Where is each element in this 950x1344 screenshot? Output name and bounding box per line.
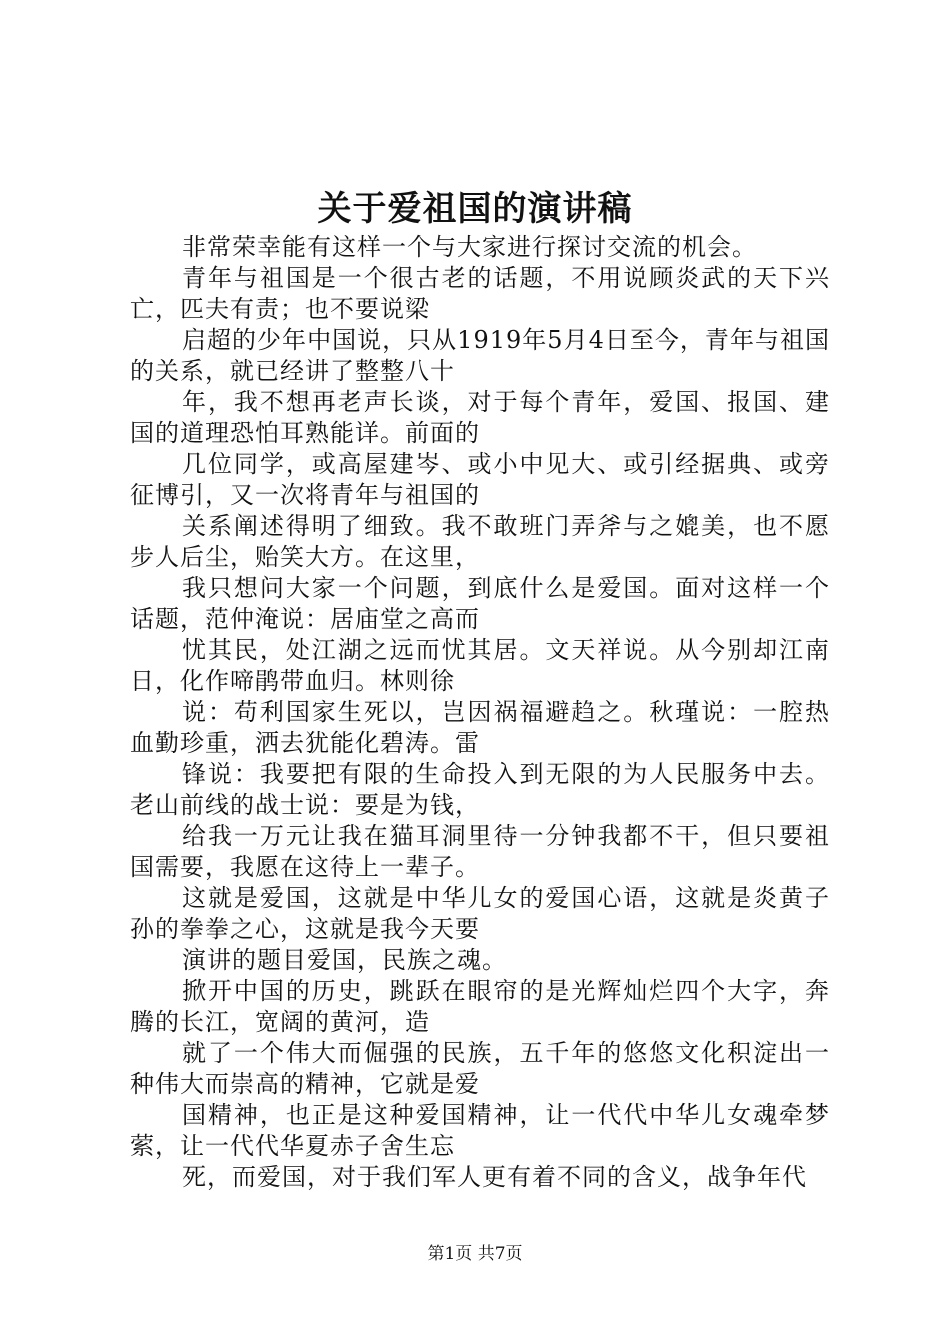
paragraph: 国精神，也正是这种爱国精神，让一代代中华儿女魂牵梦萦，让一代代华夏赤子舍生忘 bbox=[130, 1101, 830, 1160]
paragraph: 演讲的题目爱国，民族之魂。 bbox=[182, 946, 507, 974]
paragraph: 关系阐述得明了细致。我不敢班门弄斧与之媲美，也不愿步人后尘，贻笑大方。在这里， bbox=[130, 512, 830, 571]
paragraph: 非常荣幸能有这样一个与大家进行探讨交流的机会。 bbox=[182, 233, 757, 261]
paragraph: 启超的少年中国说，只从1919年5月4日至今，青年与祖国的关系，就已经讲了整整八十 bbox=[130, 326, 830, 385]
paragraph: 青年与祖国是一个很古老的话题，不用说顾炎武的天下兴亡，匹夫有责；也不要说梁 bbox=[130, 264, 830, 323]
paragraph: 掀开中国的历史，跳跃在眼帘的是光辉灿烂四个大字，奔腾的长江，宽阔的黄河，造 bbox=[130, 977, 830, 1036]
paragraph: 几位同学，或高屋建岑、或小中见大、或引经据典、或旁征博引，又一次将青年与祖国的 bbox=[130, 450, 830, 509]
document-body bbox=[130, 232, 830, 1193]
paragraph: 锋说：我要把有限的生命投入到无限的为人民服务中去。老山前线的战士说：要是为钱， bbox=[130, 760, 830, 819]
paragraph: 这就是爱国，这就是中华儿女的爱国心语，这就是炎黄子孙的拳拳之心，这就是我今天要 bbox=[130, 884, 830, 943]
paragraph: 忧其民，处江湖之远而忧其居。文天祥说。从今别却江南日，化作啼鹃带血归。林则徐 bbox=[130, 636, 830, 695]
paragraph: 年，我不想再老声长谈，对于每个青年，爱国、报国、建国的道理恐怕耳熟能详。前面的 bbox=[130, 388, 830, 447]
document-title: 关于爱祖国的演讲稿 bbox=[317, 189, 633, 229]
page-footer: 第1页 共7页 bbox=[427, 1244, 523, 1264]
paragraph: 死，而爱国，对于我们军人更有着不同的含义，战争年代 bbox=[182, 1163, 807, 1191]
paragraph: 给我一万元让我在猫耳洞里待一分钟我都不干，但只要祖国需要，我愿在这待上一辈子。 bbox=[130, 822, 830, 881]
paragraph: 我只想问大家一个问题，到底什么是爱国。面对这样一个话题，范仲淹说：居庙堂之高而 bbox=[130, 574, 830, 633]
paragraph: 就了一个伟大而倔强的民族，五千年的悠悠文化积淀出一种伟大而崇高的精神，它就是爱 bbox=[130, 1039, 830, 1098]
paragraph: 说：苟利国家生死以，岂因祸福避趋之。秋瑾说：一腔热血勤珍重，洒去犹能化碧涛。雷 bbox=[130, 698, 830, 757]
